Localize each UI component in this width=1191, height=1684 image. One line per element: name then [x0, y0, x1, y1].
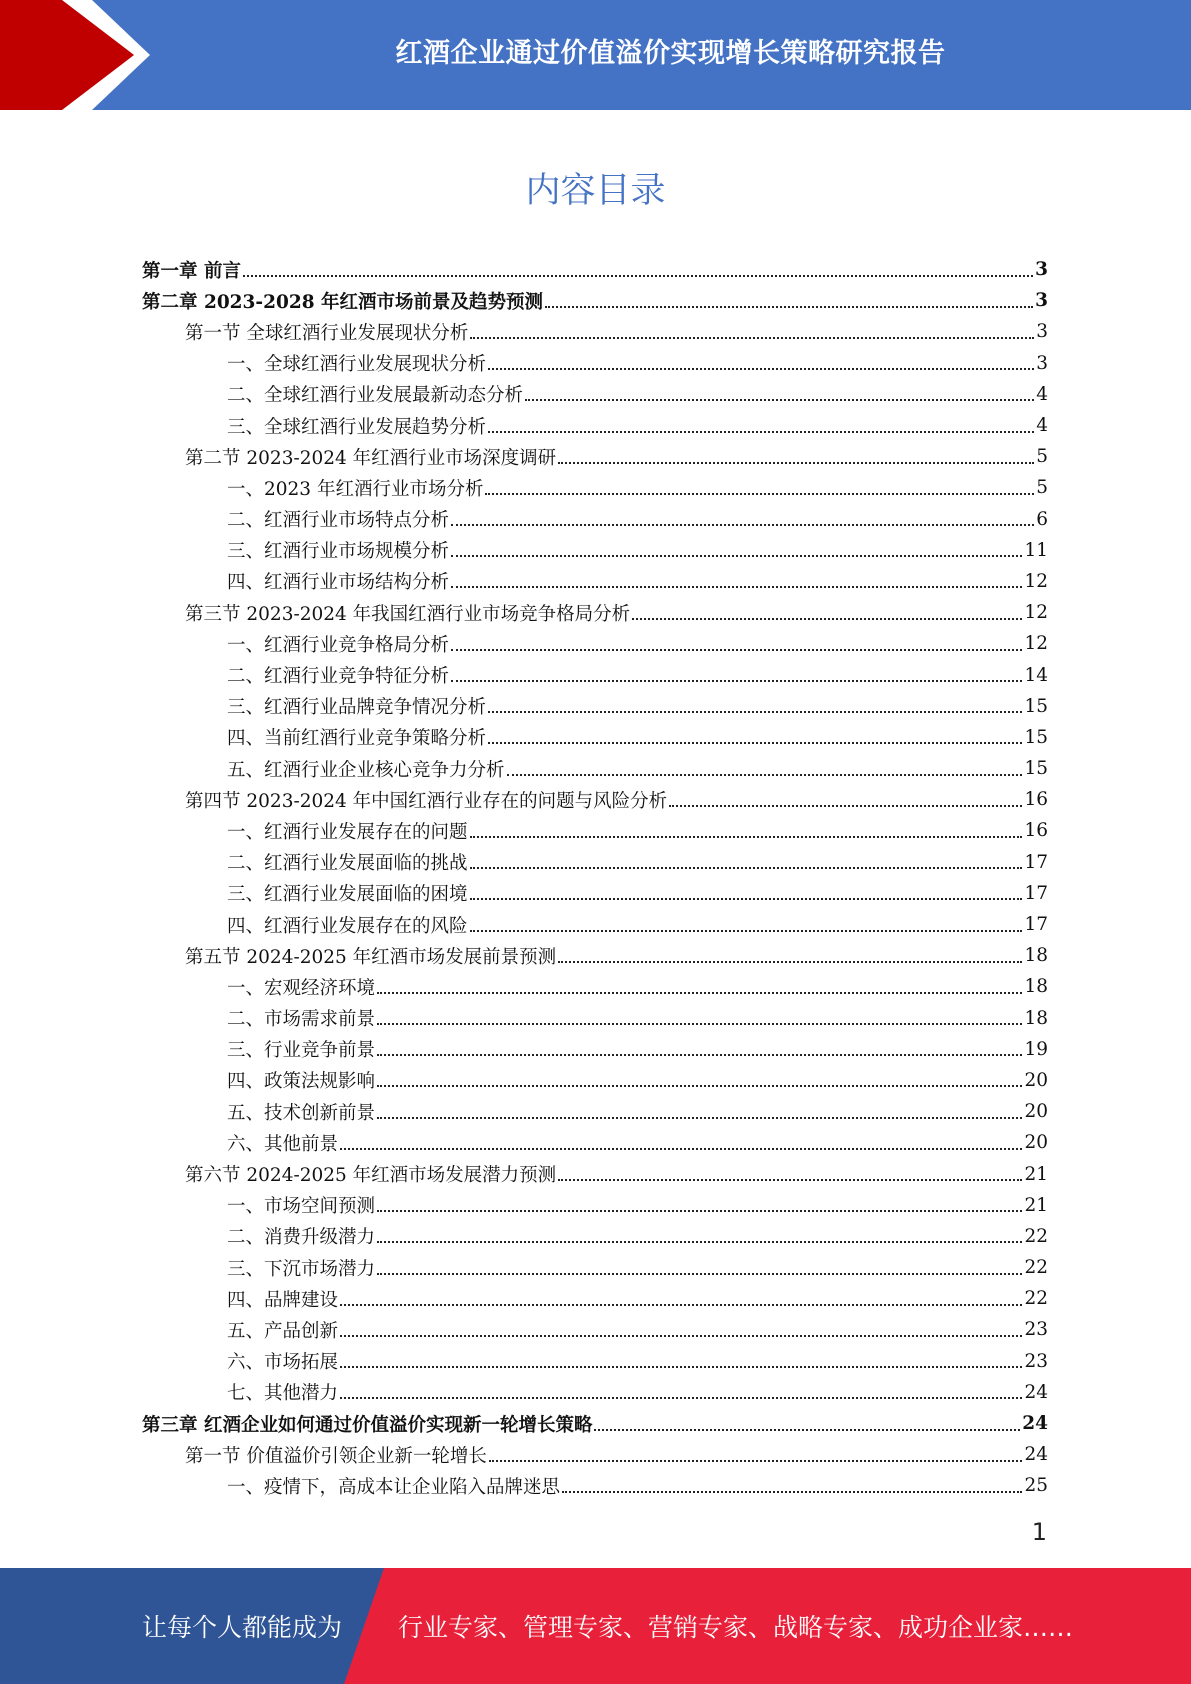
toc-entry[interactable]	[142, 1283, 1048, 1314]
toc-dot-leader	[377, 1273, 1022, 1275]
toc-dot-leader	[489, 1460, 1023, 1462]
toc-dot-leader	[451, 680, 1022, 682]
toc-dot-leader	[594, 1429, 1020, 1431]
toc-dot-leader	[507, 774, 1023, 776]
toc-dot-leader	[525, 399, 1034, 401]
toc-entry-label: 第一节 全球红酒行业发展现状分析	[185, 322, 469, 344]
toc-entry-label: 一、红酒行业竞争格局分析	[227, 634, 450, 656]
toc-dot-leader	[488, 431, 1034, 433]
toc-entry-label: 二、全球红酒行业发展最新动态分析	[227, 385, 524, 407]
toc-entry-page: 4	[1036, 383, 1048, 405]
toc-entry-page: 19	[1024, 1038, 1048, 1060]
toc-entry-label: 三、红酒行业市场规模分析	[227, 541, 450, 563]
toc-dot-leader	[470, 930, 1023, 932]
toc-dot-leader	[488, 368, 1034, 370]
toc-entry-page: 14	[1024, 664, 1048, 686]
toc-entry[interactable]	[142, 971, 1048, 1002]
toc-dot-leader	[669, 805, 1022, 807]
toc-entry-label: 七、其他潜力	[227, 1383, 339, 1405]
toc-entry-label: 二、红酒行业市场特点分析	[227, 510, 450, 532]
toc-entry[interactable]	[142, 1314, 1048, 1345]
toc-entry[interactable]	[142, 1439, 1048, 1470]
toc-dot-leader	[470, 337, 1034, 339]
toc-dot-leader	[377, 1085, 1022, 1087]
toc-entry-label: 五、产品创新	[227, 1320, 339, 1342]
toc-entry-page: 12	[1024, 633, 1048, 655]
toc-dot-leader	[340, 1335, 1022, 1337]
toc-entry-label: 四、当前红酒行业竞争策略分析	[227, 728, 487, 750]
toc-entry[interactable]	[142, 753, 1048, 784]
toc-entry-label: 一、红酒行业发展存在的问题	[227, 821, 468, 843]
report-title: 红酒企业通过价值溢价实现增长策略研究报告	[395, 37, 946, 69]
toc-entry[interactable]	[142, 254, 1048, 285]
toc-entry-page: 18	[1024, 976, 1048, 998]
toc-entry-page: 12	[1024, 570, 1048, 592]
toc-entry[interactable]	[142, 1127, 1048, 1158]
toc-entry[interactable]	[142, 815, 1048, 846]
toc-entry-page: 20	[1024, 1132, 1048, 1154]
footer-slogan-right: 行业专家、管理专家、营销专家、战略专家、成功企业家……	[398, 1613, 1074, 1642]
toc-entry-label: 第三章 红酒企业如何通过价值溢价实现新一轮增长策略	[142, 1414, 593, 1436]
toc-entry-label: 三、红酒行业品牌竞争情况分析	[227, 697, 487, 719]
toc-dot-leader	[340, 1366, 1022, 1368]
toc-dot-leader	[451, 555, 1022, 557]
toc-entry-page: 21	[1024, 1194, 1048, 1216]
toc-entry-label: 第三节 2023-2024 年我国红酒行业市场竞争格局分析	[185, 603, 631, 625]
toc-entry-page: 6	[1036, 508, 1048, 530]
toc-entry[interactable]	[142, 410, 1048, 441]
toc-entry[interactable]	[142, 691, 1048, 722]
toc-dot-leader	[377, 1241, 1022, 1243]
toc-entry[interactable]	[142, 659, 1048, 690]
toc-entry-label: 第四节 2023-2024 年中国红酒行业存在的问题与风险分析	[185, 790, 668, 812]
toc-entry-label: 六、其他前景	[227, 1133, 339, 1155]
toc-entry-page: 24	[1024, 1381, 1048, 1403]
toc-entry-page: 24	[1024, 1444, 1048, 1466]
toc-dot-leader	[451, 649, 1022, 651]
toc-entry-label: 四、红酒行业发展存在的风险	[227, 915, 468, 937]
toc-entry-label: 四、政策法规影响	[227, 1071, 376, 1093]
toc-entry-label: 第一节 价值溢价引领企业新一轮增长	[185, 1445, 487, 1467]
toc-dot-leader	[488, 711, 1022, 713]
toc-entry-label: 第五节 2024-2025 年红酒市场发展前景预测	[185, 946, 557, 968]
footer-banner	[0, 1568, 1191, 1684]
toc-entry[interactable]	[142, 722, 1048, 753]
toc-entry-page: 3	[1036, 352, 1048, 374]
toc-entry[interactable]	[142, 940, 1048, 971]
toc-entry-page: 20	[1024, 1101, 1048, 1123]
toc-entry-page: 24	[1022, 1413, 1048, 1435]
toc-entry-page: 18	[1024, 1007, 1048, 1029]
toc-entry-label: 二、消费升级潜力	[227, 1227, 376, 1249]
toc-entry-label: 一、宏观经济环境	[227, 977, 376, 999]
toc-entry[interactable]	[142, 1096, 1048, 1127]
page-number: 1	[1031, 1518, 1047, 1546]
toc-entry-label: 三、红酒行业发展面临的困境	[227, 884, 468, 906]
toc-entry[interactable]	[142, 1190, 1048, 1221]
toc-entry[interactable]	[142, 597, 1048, 628]
toc-entry[interactable]	[142, 1252, 1048, 1283]
toc-entry[interactable]	[142, 1346, 1048, 1377]
toc-entry-label: 五、技术创新前景	[227, 1102, 376, 1124]
toc-entry[interactable]	[142, 1470, 1048, 1501]
toc-entry[interactable]	[142, 504, 1048, 535]
toc-entry-page: 3	[1036, 321, 1048, 343]
toc-entry-page: 5	[1036, 446, 1048, 468]
toc-entry-page: 15	[1024, 695, 1048, 717]
toc-entry-page: 12	[1024, 602, 1048, 624]
toc-dot-leader	[545, 306, 1033, 308]
toc-entry-label: 三、行业竞争前景	[227, 1040, 376, 1062]
toc-entry-page: 17	[1024, 851, 1048, 873]
toc-dot-leader	[451, 586, 1022, 588]
toc-dot-leader	[377, 1210, 1022, 1212]
toc-entry-label: 第六节 2024-2025 年红酒市场发展潜力预测	[185, 1165, 557, 1187]
toc-entry[interactable]	[142, 472, 1048, 503]
toc-entry-page: 17	[1024, 914, 1048, 936]
toc-entry[interactable]	[142, 316, 1048, 347]
header-banner	[0, 0, 1191, 110]
toc-dot-leader	[377, 1023, 1022, 1025]
toc-dot-leader	[470, 836, 1023, 838]
toc-dot-leader	[488, 742, 1022, 744]
toc-entry[interactable]	[142, 441, 1048, 472]
toc-dot-leader	[340, 1397, 1022, 1399]
toc-dot-leader	[377, 992, 1022, 994]
toc-dot-leader	[632, 618, 1022, 620]
toc-entry[interactable]	[142, 535, 1048, 566]
toc-dot-leader	[562, 1491, 1022, 1493]
toc-entry[interactable]	[142, 1408, 1048, 1439]
toc-entry[interactable]	[142, 909, 1048, 940]
toc-entry-page: 23	[1024, 1350, 1048, 1372]
toc-dot-leader	[485, 493, 1034, 495]
toc-dot-leader	[558, 462, 1034, 464]
toc-entry-page: 22	[1024, 1225, 1048, 1247]
toc-dot-leader	[243, 275, 1033, 277]
toc-dot-leader	[451, 524, 1034, 526]
toc-entry-page: 25	[1024, 1475, 1048, 1497]
toc-dot-leader	[470, 867, 1023, 869]
toc-entry-page: 3	[1035, 259, 1048, 281]
toc-dot-leader	[377, 1117, 1022, 1119]
toc-entry-label: 一、全球红酒行业发展现状分析	[227, 354, 487, 376]
toc-dot-leader	[340, 1304, 1022, 1306]
toc-entry[interactable]	[142, 1065, 1048, 1096]
toc-entry[interactable]	[142, 379, 1048, 410]
footer-slogan-left: 让每个人都能成为	[142, 1613, 343, 1642]
toc-dot-leader	[470, 898, 1023, 900]
toc-entry-page: 23	[1024, 1319, 1048, 1341]
toc-entry-page: 3	[1035, 290, 1048, 312]
toc-entry-page: 22	[1024, 1288, 1048, 1310]
toc-entry-label: 四、品牌建设	[227, 1289, 339, 1311]
toc-entry-label: 一、市场空间预测	[227, 1196, 376, 1218]
toc-entry-label: 第二节 2023-2024 年红酒行业市场深度调研	[185, 447, 557, 469]
toc-heading: 内容目录	[525, 171, 666, 211]
toc-entry-label: 三、全球红酒行业发展趋势分析	[227, 416, 487, 438]
toc-entry-label: 六、市场拓展	[227, 1352, 339, 1374]
toc-entry[interactable]	[142, 348, 1048, 379]
toc-entry[interactable]	[142, 1221, 1048, 1252]
toc-entry-label: 二、市场需求前景	[227, 1009, 376, 1031]
toc-dot-leader	[558, 1179, 1022, 1181]
toc-entry-page: 11	[1024, 539, 1048, 561]
toc-entry-label: 二、红酒行业竞争特征分析	[227, 666, 450, 688]
toc-entry-page: 5	[1036, 477, 1048, 499]
toc-entry-page: 18	[1024, 945, 1048, 967]
toc-dot-leader	[558, 961, 1022, 963]
toc-entry-label: 一、疫情下，高成本让企业陷入品牌迷思	[227, 1476, 561, 1498]
toc-entry[interactable]	[142, 1377, 1048, 1408]
toc-dot-leader	[377, 1054, 1022, 1056]
toc-entry-page: 21	[1024, 1163, 1048, 1185]
toc-entry-page: 16	[1024, 789, 1048, 811]
toc-entry-label: 二、红酒行业发展面临的挑战	[227, 853, 468, 875]
toc-dot-leader	[340, 1148, 1022, 1150]
toc-entry[interactable]	[142, 566, 1048, 597]
toc-entry-page: 15	[1024, 758, 1048, 780]
toc-entry[interactable]	[142, 784, 1048, 815]
toc-entry-page: 15	[1024, 726, 1048, 748]
toc-entry-page: 20	[1024, 1069, 1048, 1091]
toc-entry-label: 四、红酒行业市场结构分析	[227, 572, 450, 594]
toc-entry-label: 五、红酒行业企业核心竞争力分析	[227, 759, 505, 781]
toc-entry-label: 第一章 前言	[142, 260, 241, 282]
toc-entry[interactable]	[142, 285, 1048, 316]
toc-entry[interactable]	[142, 847, 1048, 878]
toc-entry[interactable]	[142, 1158, 1048, 1189]
toc-entry-page: 16	[1024, 820, 1048, 842]
toc-entry-page: 22	[1024, 1257, 1048, 1279]
toc-entry[interactable]	[142, 628, 1048, 659]
toc-entry-page: 17	[1024, 882, 1048, 904]
toc-entry[interactable]	[142, 878, 1048, 909]
toc-entry-label: 一、2023 年红酒行业市场分析	[227, 478, 484, 500]
toc-entry-label: 第二章 2023-2028 年红酒市场前景及趋势预测	[142, 291, 544, 313]
toc-entry[interactable]	[142, 1003, 1048, 1034]
toc-entry-page: 4	[1036, 415, 1048, 437]
table-of-contents	[142, 254, 1048, 1502]
toc-entry[interactable]	[142, 1034, 1048, 1065]
toc-entry-label: 三、下沉市场潜力	[227, 1258, 376, 1280]
